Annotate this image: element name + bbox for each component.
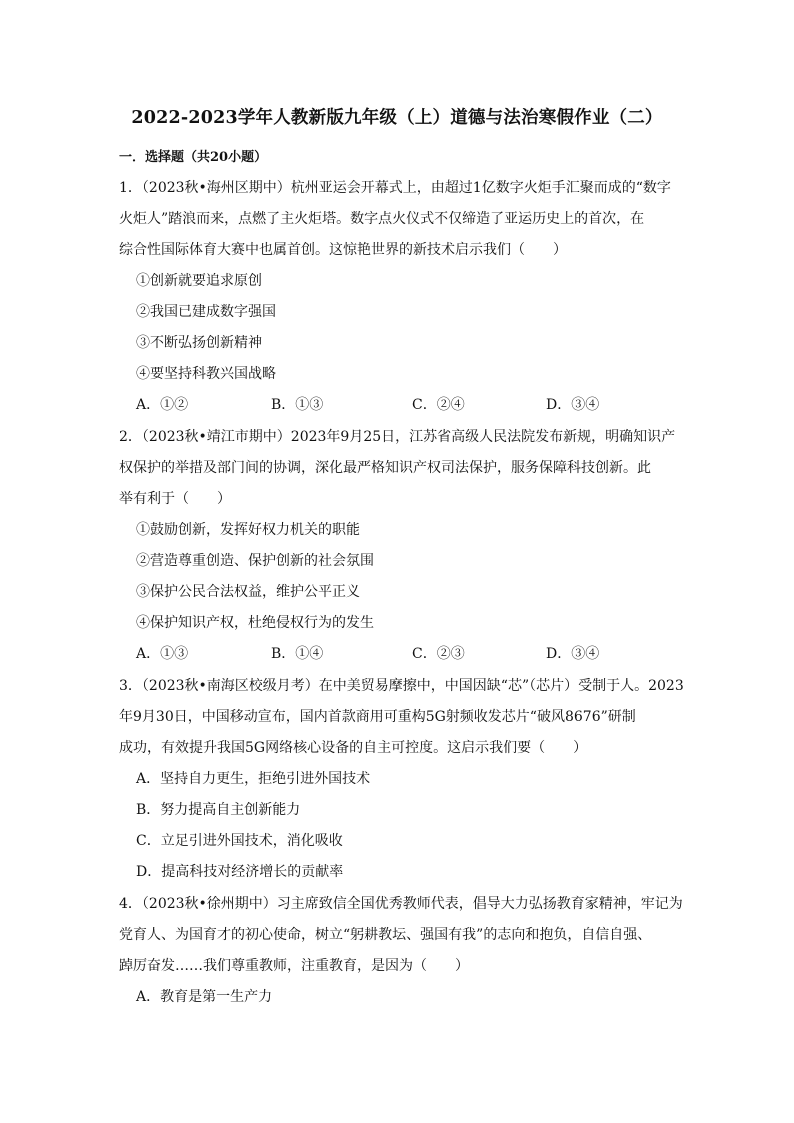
question-4-line-3: 踔厉奋发……我们尊重教师，注重教育，是因为（ ） bbox=[119, 958, 469, 974]
question-1-item-4: ④要坚持科教兴国战略 bbox=[136, 366, 276, 382]
option-a: A．①② bbox=[136, 397, 189, 413]
question-2-item-4: ④保护知识产权，杜绝侵权行为的发生 bbox=[136, 615, 374, 631]
section-heading: 一．选择题（共20小题） bbox=[119, 150, 268, 165]
question-2-item-3: ③保护公民合法权益，维护公平正义 bbox=[136, 584, 360, 600]
question-3-option-b: B．努力提高自主创新能力 bbox=[136, 802, 301, 818]
question-3-option-a: A．坚持自力更生，拒绝引进外国技术 bbox=[136, 771, 371, 787]
question-2-item-1: ①鼓励创新，发挥好权力机关的职能 bbox=[136, 522, 360, 538]
option-b: B．①④ bbox=[271, 646, 324, 662]
question-2-line-2: 权保护的举措及部门间的协调，深化最严格知识产权司法保护，服务保障科技创新。此 bbox=[119, 460, 651, 476]
question-3-line-2: 年9月30日，中国移动宣布，国内首款商用可重构5G射频收发芯片“破风8676”研制 bbox=[119, 709, 636, 725]
question-2-options bbox=[136, 644, 656, 664]
question-1-item-2: ②我国已建成数字强国 bbox=[136, 304, 276, 320]
question-3-option-c: C．立足引进外国技术，消化吸收 bbox=[136, 833, 343, 849]
question-1-line-3: 综合性国际体育大赛中也属首创。这惊艳世界的新技术启示我们（ ） bbox=[119, 242, 567, 258]
question-3-option-d: D．提高科技对经济增长的贡献率 bbox=[136, 864, 344, 880]
question-1-item-1: ①创新就要追求原创 bbox=[136, 273, 262, 289]
question-2-item-2: ②营造尊重创造、保护创新的社会氛围 bbox=[136, 553, 374, 569]
option-c: C．②③ bbox=[412, 646, 465, 662]
question-4-line-1: 4．（2023秋•徐州期中）习主席致信全国优秀教师代表，倡导大力弘扬教育家精神，牢记为 bbox=[119, 896, 683, 912]
option-d: D．③④ bbox=[546, 397, 600, 413]
question-1-item-3: ③不断弘扬创新精神 bbox=[136, 335, 262, 351]
question-4-option-a: A．教育是第一生产力 bbox=[136, 989, 273, 1005]
question-2-line-1: 2．（2023秋•靖江市期中）2023年9月25日，江苏省高级人民法院发布新规，明确知识产 bbox=[119, 429, 676, 445]
question-4-line-2: 党育人、为国育才的初心使命，树立“躬耕教坛、强国有我”的志向和抱负，自信自强、 bbox=[119, 927, 652, 943]
document-title: 2022-2023学年人教新版九年级（上）道德与法治寒假作业（二） bbox=[131, 108, 663, 128]
question-1-line-1: 1．（2023秋•海州区期中）杭州亚运会开幕式上，由超过1亿数字火炬手汇聚而成的“数字 bbox=[119, 180, 671, 196]
option-c: C．②④ bbox=[412, 397, 465, 413]
question-3-line-3: 成功，有效提升我国5G网络核心设备的自主可控度。这启示我们要（ ） bbox=[119, 740, 588, 756]
option-d: D．③④ bbox=[546, 646, 600, 662]
question-2-line-3: 举有利于（ ） bbox=[119, 491, 231, 507]
question-3-line-1: 3．（2023秋•南海区校级月考）在中美贸易摩擦中，中国因缺“芯”（芯片）受制于人。2023 bbox=[119, 678, 684, 694]
option-a: A．①③ bbox=[136, 646, 189, 662]
question-1-options bbox=[136, 395, 656, 415]
question-1-line-2: 火炬人”踏浪而来，点燃了主火炬塔。数字点火仪式不仅缔造了亚运历史上的首次，在 bbox=[119, 211, 645, 227]
option-b: B．①③ bbox=[271, 397, 324, 413]
